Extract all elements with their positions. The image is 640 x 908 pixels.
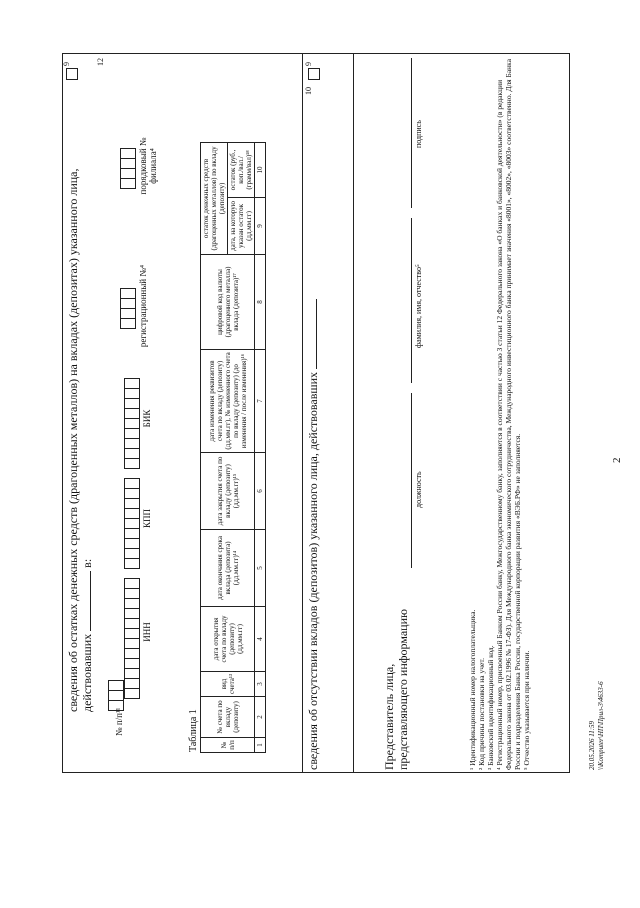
- kpp-cells[interactable]: [124, 478, 140, 568]
- col-num-1: 1: [255, 738, 266, 753]
- col-num-6: 6: [255, 452, 266, 529]
- section1-ref: 9: [62, 62, 71, 66]
- reg-no-label: регистрационный №⁴: [138, 264, 148, 348]
- name-label: фамилия, имя, отчество⁵: [414, 264, 423, 348]
- inn-cells[interactable]: [124, 578, 140, 698]
- section2-date-blank[interactable]: [316, 299, 317, 369]
- footnotes: [468, 50, 531, 770]
- bik-cells[interactable]: [124, 378, 140, 468]
- th-3: вид счета¹³: [201, 671, 255, 696]
- page-number: 2: [611, 457, 623, 463]
- th-10: остаток (руб., коп./вал./ (грамм/вал)¹⁸: [228, 142, 255, 197]
- col-num-2: 2: [255, 697, 266, 738]
- section2-title-text: сведения об отсутствии вкладов (депозитов) указанного лица, действовавших: [306, 371, 320, 770]
- th-2: № счета по вкладу (депозиту): [201, 697, 255, 738]
- th-9: дата, на которую указан остаток (дд.мм.гг): [228, 197, 255, 254]
- signature-line[interactable]: [410, 58, 412, 208]
- col-num-4: 4: [255, 606, 266, 671]
- representative-title: Представитель лица, представляющего информацию: [382, 609, 410, 770]
- col-num-8: 8: [255, 254, 266, 349]
- inn-label: ИНН: [142, 622, 152, 642]
- col-num-10: 10: [255, 142, 266, 197]
- section1-title-text: сведения об остатках денежных средств (драгоценных металлов) на вкладах (депозитах) указанного лица,: [66, 168, 80, 712]
- section1-title-at: в:: [80, 558, 94, 568]
- section2-checkbox[interactable]: [308, 68, 320, 80]
- section1-checkbox[interactable]: [66, 68, 78, 80]
- table-number-row: [255, 142, 266, 752]
- name-line[interactable]: [410, 218, 412, 383]
- section2-title: [306, 210, 320, 770]
- footnote-4: ⁴ Регистрационный номер, присвоенный Банком России банку, Межгосударственному банку, заполняется в соответствии с частью 3 статьи 12 Федерального закона «О банках и банковской деятельности» (в редакции Федерального закона от 03.02.1996 № 17-ФЗ). Для Международного банка экономического сотрудничества, Международного инвестиционного банка принимает значения «8001», «8002», «8003» соответственно. Для Банка России и подразделения Банка России, государственной корпорации развития «ВЭБ.РФ» не заполняется.: [495, 58, 522, 770]
- position-line[interactable]: [410, 393, 412, 568]
- th-7: дата изменения реквизитов счета по вкладу (депозиту) (дд.мм.гг), № измененного счета по вкладу (депозиту) (до изменения / после изменения)¹⁶: [201, 349, 255, 452]
- th-4: дата открытия счета по вкладу (депозиту) (дд.мм.гг): [201, 606, 255, 671]
- footnote-2: ² Код причины постановки на учет.: [477, 658, 486, 770]
- th-8: цифровой код валюты (драгоценного металла) вклада (депозита)¹⁷: [201, 254, 255, 349]
- kpp-label: КПП: [142, 509, 152, 529]
- date-blank[interactable]: [90, 571, 91, 631]
- footnote-3: ³ Банковский идентификационный код.: [486, 645, 495, 770]
- n-pp-label: № п/п¹¹: [114, 707, 124, 736]
- position-label: должность: [414, 471, 423, 508]
- branch-no-cells[interactable]: [120, 148, 136, 188]
- reg-no-cells[interactable]: [120, 288, 136, 328]
- th-1: № п/п: [201, 738, 255, 753]
- table-header-row: [201, 142, 228, 752]
- bik-label: БИК: [142, 409, 152, 428]
- section2-ref: 9: [304, 62, 313, 66]
- deposits-table: [200, 142, 266, 753]
- th-group: остаток денежных средств (драгоценных металлов) по вкладу (депозиту): [201, 142, 228, 254]
- col-num-9: 9: [255, 197, 266, 254]
- footer: [588, 681, 606, 770]
- col-num-3: 3: [255, 671, 266, 696]
- table-caption: Таблица 1: [188, 709, 199, 752]
- footnote-5: ⁵ Отчество указывается при наличии.: [522, 650, 531, 770]
- signature-label: подпись: [414, 120, 423, 148]
- section1-title: [66, 152, 94, 712]
- col-num-5: 5: [255, 529, 266, 606]
- col-num-7: 7: [255, 349, 266, 452]
- th-6: дата закрытия счета по вкладу (депозиту) (дд.мм.гг)¹⁵: [201, 452, 255, 529]
- n-pp-cells[interactable]: [108, 680, 124, 710]
- footer-path: \\Komputer\НП\Прил-3\4633-6: [597, 681, 605, 770]
- ref-10: 10: [304, 87, 313, 95]
- th-5: дата окончания срока вклада (депозита) (дд.мм.гг)¹⁴: [201, 529, 255, 606]
- footnote-1: ¹ Идентификационный номер налогоплательщика.: [468, 609, 477, 770]
- section1-title-cont: действовавших: [80, 633, 94, 712]
- footer-timestamp: 20.05.2026 11:59: [588, 720, 596, 770]
- branch-no-label: порядковый № филиала⁴: [138, 137, 158, 195]
- ref-12: 12: [96, 58, 105, 66]
